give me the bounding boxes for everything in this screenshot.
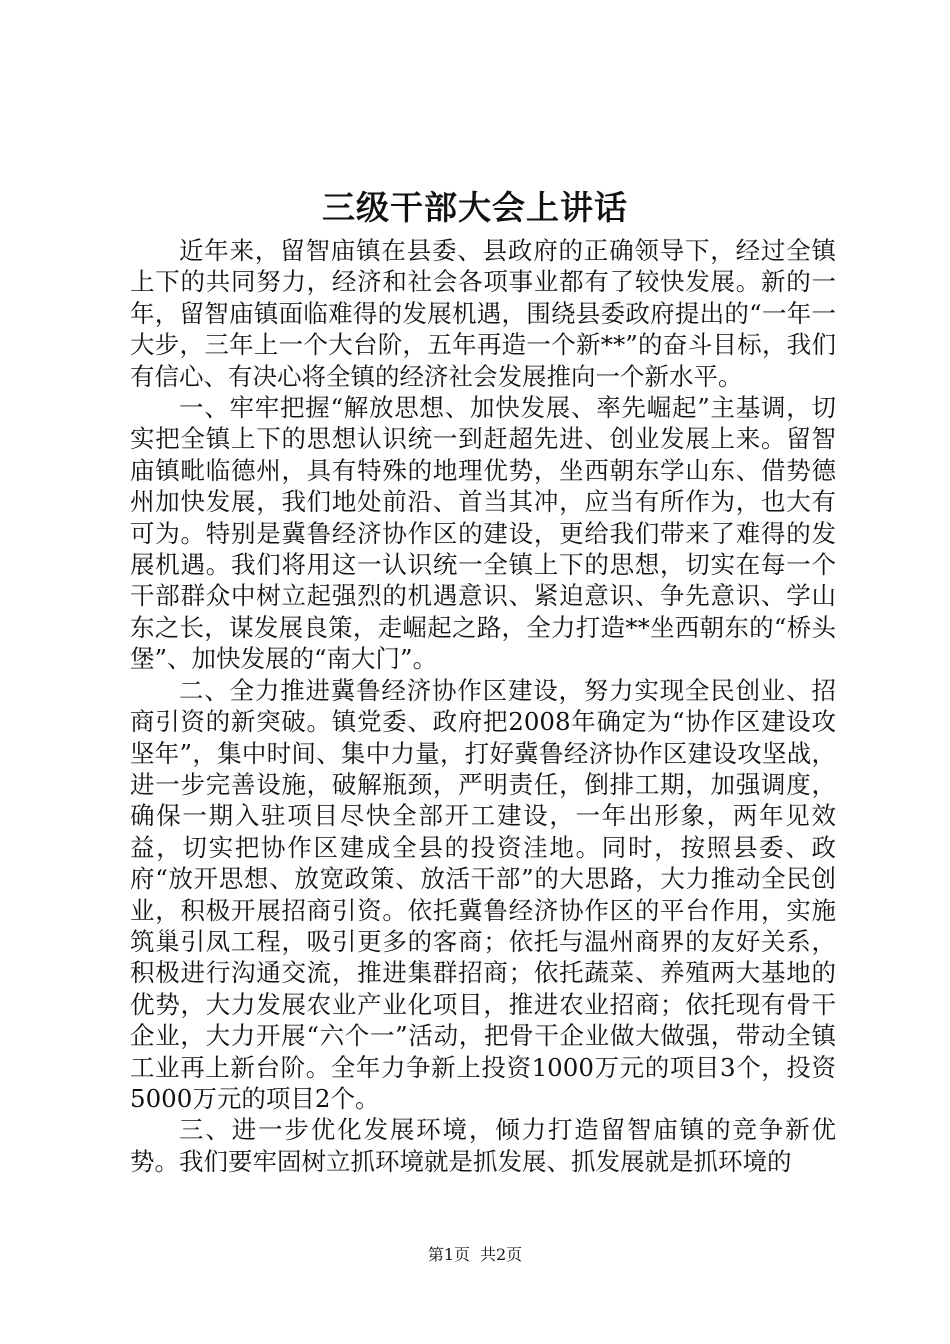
page-footer: [0, 1245, 950, 1265]
paragraph-section-3: 三、进一步优化发展环境，倾力打造留智庙镇的竞争新优势。我们要牢固树立抓环境就是抓发展、抓发展就是抓环境的: [130, 1115, 836, 1176]
total-pages: 共2页: [480, 1245, 523, 1264]
paragraph-section-1: 一、牢牢把握“解放思想、加快发展、率先崛起”主基调，切实把全镇上下的思想认识统一到赶超先进、创业发展上来。留智庙镇毗临德州，具有特殊的地理优势，坐西朝东学山东、借势德州加快发展，我们地处前沿、首当其冲，应当有所作为，也大有可为。特别是冀鲁经济协作区的建设，更给我们带来了难得的发展机遇。我们将用这一认识统一全镇上下的思想，切实在每一个干部群众中树立起强烈的机遇意识、紧迫意识、争先意识、学山东之长，谋发展良策，走崛起之路，全力打造**坐西朝东的“桥头堡”、加快发展的“南大门”。: [130, 393, 836, 674]
document-title: 三级干部大会上讲话: [322, 188, 628, 227]
page-number: 第1页: [427, 1245, 470, 1264]
paragraph-intro: 近年来，留智庙镇在县委、县政府的正确领导下，经过全镇上下的共同努力，经济和社会各项事业都有了较快发展。新的一年，留智庙镇面临难得的发展机遇，围绕县委政府提出的“一年一大步，三年上一个大台阶，五年再造一个新**”的奋斗目标，我们有信心、有决心将全镇的经济社会发展推向一个新水平。: [130, 236, 836, 391]
document-body: [130, 235, 836, 1177]
paragraph-section-2: 二、全力推进冀鲁经济协作区建设，努力实现全民创业、招商引资的新突破。镇党委、政府把2008年确定为“协作区建设攻坚年”，集中时间、集中力量，打好冀鲁经济协作区建设攻坚战，进一步完善设施，破解瓶颈，严明责任，倒排工期，加强调度，确保一期入驻项目尽快全部开工建设，一年出形象，两年见效益，切实把协作区建成全县的投资洼地。同时，按照县委、政府“放开思想、放宽政策、放活干部”的大思路，大力推动全民创业，积极开展招商引资。依托冀鲁经济协作区的平台作用，实施筑巢引凤工程，吸引更多的客商；依托与温州商界的友好关系，积极进行沟通交流，推进集群招商；依托蔬菜、养殖两大基地的优势，大力发展农业产业化项目，推进农业招商；依托现有骨干企业，大力开展“六个一”活动，把骨干企业做大做强，带动全镇工业再上新台阶。全年力争新上投资1000万元的项目3个，投资5000万元的项目2个。: [130, 675, 836, 1113]
